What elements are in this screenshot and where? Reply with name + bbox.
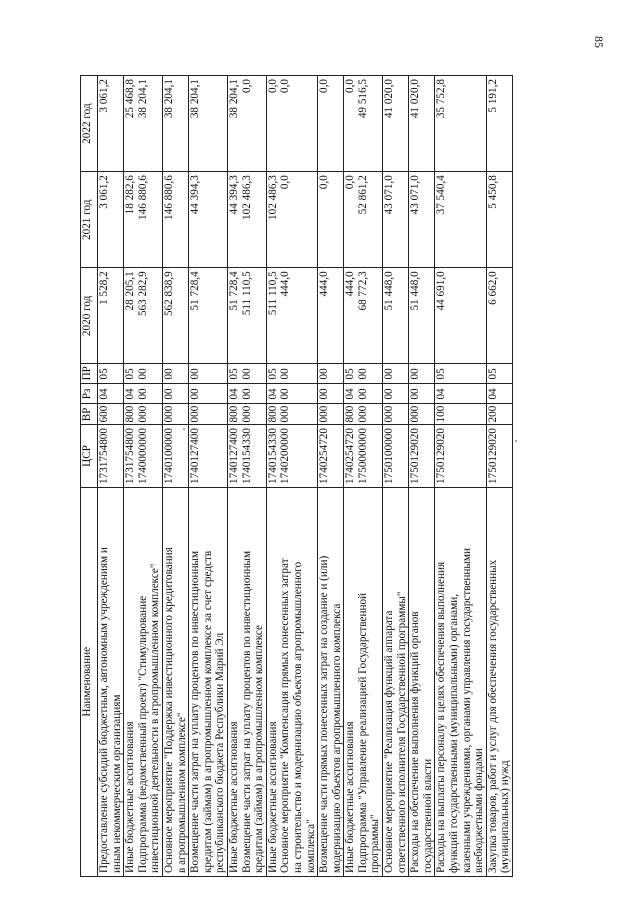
amount-2020-cell [409, 268, 435, 364]
pr-line: 05 [227, 368, 240, 380]
rz-line: 00 [136, 388, 149, 400]
vr-cell [266, 404, 317, 425]
table-row [383, 76, 409, 877]
name-cell [189, 487, 228, 876]
name-line: Предоставление субсидий бюджетным, автономным учреждениям и [98, 547, 110, 873]
csr-line: 1740127400 [227, 428, 240, 484]
table-row [344, 76, 383, 877]
amount-2022-cell [383, 76, 409, 172]
name-line: Возмещение части прямых понесенных затрат на создание и (или) [318, 555, 331, 873]
rz-cell [435, 384, 486, 404]
amount-2020-cell [383, 268, 409, 364]
amount-2021-line: 0,0 [279, 175, 292, 190]
amount-2021-line: 44 394,3 [189, 175, 202, 215]
name-line: иным некоммерческим организациям [110, 694, 123, 873]
header-csr: ЦСР [81, 425, 98, 487]
amount-2021-line: 52 861,2 [356, 175, 369, 215]
name-line: (муниципальных) нужд [499, 760, 512, 873]
table-body [98, 76, 513, 877]
pr-cell [344, 364, 383, 384]
pr-cell [266, 364, 317, 384]
vr-line: 000 [279, 405, 292, 423]
vr-cell [409, 404, 435, 425]
amount-2021-line: 18 282,6 [124, 175, 137, 215]
name-line: ответственного исполнителя Государственной программы" [395, 591, 408, 873]
amount-2021-cell [189, 172, 228, 268]
amount-2021-line: 146 880,6 [136, 175, 149, 220]
rz-cell [124, 384, 163, 404]
name-cell [227, 487, 266, 876]
pr-line: 00 [189, 368, 202, 380]
pr-line: 05 [124, 368, 137, 380]
amount-2020-line: 68 772,3 [356, 271, 369, 311]
csr-line: 1740000000 [136, 428, 149, 484]
vr-line: 800 [266, 405, 279, 423]
header-2022: 2022 год [81, 76, 98, 172]
amount-2021-line: 37 540,4 [435, 175, 448, 215]
name-line: Иные бюджетные ассигнования [266, 721, 279, 873]
amount-2020-cell [486, 268, 512, 364]
vr-cell [124, 404, 163, 425]
pr-line: 00 [409, 368, 422, 380]
amount-2022-cell [227, 76, 266, 172]
csr-line: 1731754800 [124, 428, 137, 484]
amount-2020-line: 51 728,4 [189, 271, 202, 311]
name-line: республиканского бюджета Республики Марий Эл [214, 632, 227, 873]
name-line: Возмещение части затрат на уплату процентов по инвестиционным [240, 550, 253, 873]
amount-2020-line: 562 838,9 [162, 271, 175, 317]
rz-cell [227, 384, 266, 404]
vr-line: 100 [435, 405, 448, 423]
pr-cell [486, 364, 512, 384]
amount-2022-cell [98, 76, 124, 172]
csr-cell [435, 425, 486, 487]
amount-2020-line: 511 110,5 [240, 271, 253, 316]
amount-2021-cell [344, 172, 383, 268]
rz-cell [318, 384, 344, 404]
name-line: Подпрограмма "Управление реализацией Государственной [356, 592, 369, 873]
vr-cell [318, 404, 344, 425]
rz-line: 04 [344, 388, 357, 400]
amount-2021-line: 44 394,3 [227, 175, 240, 215]
name-line: функций государственными (муниципальными) органами, [448, 593, 461, 873]
csr-line: 1740200000 [279, 428, 292, 484]
name-line: кредитам (займам) в агропромышленном комплексе за счет средств [201, 550, 214, 873]
table-row [227, 76, 266, 877]
pr-cell [189, 364, 228, 384]
amount-2020-cell [98, 268, 124, 364]
rz-line: 00 [189, 388, 202, 400]
csr-cell [98, 425, 124, 487]
budget-table-rotated [80, 75, 602, 877]
rz-line: 00 [356, 388, 369, 400]
vr-line: 200 [486, 405, 499, 423]
name-line: Основное мероприятие "Реализация функций аппарата [383, 610, 396, 873]
vr-cell [344, 404, 383, 425]
table-header-row [81, 76, 98, 877]
pr-line: 00 [383, 368, 396, 380]
header-name: Наименование [81, 487, 98, 876]
rz-line: 00 [409, 388, 422, 400]
name-line: программы" [369, 814, 382, 873]
amount-2020-line: 51 728,4 [227, 271, 240, 311]
amount-2020-cell [318, 268, 344, 364]
amount-2020-line: 511 110,5 [266, 271, 279, 316]
amount-2020-line: 51 448,0 [383, 271, 396, 311]
amount-2021-line: 102 486,3 [240, 175, 253, 220]
csr-cell [383, 425, 409, 487]
amount-2021-cell [318, 172, 344, 268]
amount-2020-cell [227, 268, 266, 364]
rz-line: 00 [162, 388, 175, 400]
amount-2020-line: 28 205,1 [124, 271, 137, 311]
rz-line: 04 [435, 388, 448, 400]
amount-2020-line: 444,0 [279, 271, 292, 297]
amount-2022-line: 41 020,0 [409, 79, 422, 119]
name-cell [486, 487, 512, 876]
csr-line: 1750100000 [383, 428, 396, 484]
csr-line: 1740127400 [189, 428, 202, 484]
amount-2022-cell [344, 76, 383, 172]
vr-line: 600 [98, 405, 110, 423]
table-row [266, 76, 317, 877]
amount-2021-line: 0,0 [318, 175, 331, 190]
vr-cell [435, 404, 486, 425]
amount-2022-line: 38 204,1 [162, 79, 175, 119]
vr-line: 000 [162, 405, 175, 423]
pr-cell [318, 364, 344, 384]
amount-2021-line: 0,0 [344, 175, 357, 190]
vr-cell [486, 404, 512, 425]
vr-cell [227, 404, 266, 425]
amount-2022-line: 35 752,8 [435, 79, 448, 119]
name-cell [409, 487, 435, 876]
rz-cell [189, 384, 228, 404]
amount-2022-line: 0,0 [344, 79, 357, 93]
csr-cell [124, 425, 163, 487]
pr-line: 05 [98, 368, 110, 380]
amount-2021-line: 43 071,0 [383, 175, 396, 215]
rz-cell [383, 384, 409, 404]
name-line: на строительство и модернизацию объектов агропромышленного [291, 561, 304, 873]
amount-2021-cell [409, 172, 435, 268]
rz-cell [162, 384, 188, 404]
amount-2021-cell [383, 172, 409, 268]
pr-cell [162, 364, 188, 384]
amount-2022-line: 0,0 [279, 79, 292, 93]
name-line: Основное мероприятие "Компенсация прямых понесенных затрат [279, 558, 292, 873]
rz-cell [486, 384, 512, 404]
pr-line: 05 [435, 368, 448, 380]
vr-cell [189, 404, 228, 425]
vr-line: 000 [356, 405, 369, 423]
amount-2020-line: 51 448,0 [409, 271, 422, 311]
amount-2022-cell [162, 76, 188, 172]
csr-line: 1740154330 [240, 428, 253, 484]
rz-line: 00 [279, 388, 292, 400]
rz-cell [266, 384, 317, 404]
pr-line: 00 [318, 368, 331, 380]
pr-cell [435, 364, 486, 384]
amount-2022-cell [124, 76, 163, 172]
name-line: Расходы на выплаты персоналу в целях обеспечения выполнения [435, 561, 448, 873]
amount-2021-line: 43 071,0 [409, 175, 422, 215]
csr-line: 1731754800 [98, 428, 110, 484]
csr-cell [189, 425, 228, 487]
rz-line: 04 [98, 388, 110, 400]
amount-2020-line: 44 691,0 [435, 271, 448, 311]
rz-line: 00 [240, 388, 253, 400]
amount-2022-line: 49 516,5 [356, 79, 369, 119]
name-line: в агропромышленном комплексе" [175, 712, 188, 873]
name-line: внебюджетными фондами [473, 748, 486, 873]
amount-2022-cell [318, 76, 344, 172]
amount-2020-cell [189, 268, 228, 364]
csr-line: 1750000000 [356, 428, 369, 484]
pr-line: 05 [486, 368, 499, 380]
amount-2022-line: 38 204,1 [227, 79, 240, 119]
amount-2020-line: 6 662,0 [486, 271, 499, 305]
pr-cell [227, 364, 266, 384]
budget-table [80, 75, 513, 877]
table-row [435, 76, 486, 877]
name-line: государственной власти [421, 758, 434, 873]
table-row [318, 76, 344, 877]
csr-cell [227, 425, 266, 487]
name-cell [98, 487, 124, 876]
table-row [189, 76, 228, 877]
rz-line: 00 [383, 388, 396, 400]
amount-2022-line: 3 061,2 [98, 79, 110, 113]
rz-cell [409, 384, 435, 404]
amount-2022-line: 0,0 [318, 79, 331, 93]
amount-2021-cell [486, 172, 512, 268]
amount-2021-cell [227, 172, 266, 268]
rz-line: 04 [227, 388, 240, 400]
pr-cell [383, 364, 409, 384]
amount-2020-line: 444,0 [344, 271, 357, 297]
csr-line: 1750129020 [435, 428, 448, 484]
name-cell [435, 487, 486, 876]
name-line: инвестиционной деятельности в агропромышленном комплексе" [149, 563, 162, 873]
amount-2022-line: 5 191,2 [486, 79, 499, 113]
amount-2022-cell [435, 76, 486, 172]
vr-cell [383, 404, 409, 425]
name-cell [266, 487, 317, 876]
csr-cell [266, 425, 317, 487]
vr-line: 800 [344, 405, 357, 423]
csr-cell [409, 425, 435, 487]
amount-2020-cell [124, 268, 163, 364]
table-row [162, 76, 188, 877]
table-row [486, 76, 512, 877]
name-cell [318, 487, 344, 876]
vr-line: 800 [227, 405, 240, 423]
amount-2020-cell [435, 268, 486, 364]
csr-cell [318, 425, 344, 487]
pr-line: 00 [240, 368, 253, 380]
csr-line: 1750129020 [486, 428, 499, 484]
name-line: Подпрограмма (ведомственный проект) "Стимулирование [136, 595, 149, 873]
name-cell [124, 487, 163, 876]
header-2020: 2020 год [81, 268, 98, 364]
vr-line: 000 [136, 405, 149, 423]
name-cell [344, 487, 383, 876]
pr-line: 00 [356, 368, 369, 380]
vr-line: 800 [124, 405, 137, 423]
amount-2021-cell [266, 172, 317, 268]
csr-cell [486, 425, 512, 487]
rz-line: 04 [486, 388, 499, 400]
csr-cell [344, 425, 383, 487]
name-line: Расходы на обеспечение выполнения функций органов [409, 611, 422, 873]
table-row [98, 76, 124, 877]
amount-2022-line: 0,0 [240, 79, 253, 93]
name-line: Закупка товаров, работ и услуг для обеспечения государственных [486, 559, 499, 873]
name-line: Иные бюджетные ассигнования [227, 721, 240, 873]
rz-line: 04 [124, 388, 137, 400]
pr-cell [409, 364, 435, 384]
name-line: Иные бюджетные ассигнования [124, 721, 137, 873]
csr-line: 1750129020 [409, 428, 422, 484]
pr-line: 00 [279, 368, 292, 380]
vr-line: 000 [409, 405, 422, 423]
amount-2020-line: 444,0 [318, 271, 331, 297]
amount-2021-line: 5 450,8 [486, 175, 499, 209]
name-line: модернизацию объектов агропромышленного комплекса [330, 603, 343, 873]
header-vr: ВР [81, 404, 98, 425]
csr-line: 1740254720 [344, 428, 357, 484]
amount-2022-line: 25 468,8 [124, 79, 137, 119]
amount-2020-line: 1 528,2 [98, 271, 110, 305]
amount-2022-line: 38 204,1 [136, 79, 149, 119]
pr-cell [98, 364, 124, 384]
amount-2021-line: 3 061,2 [98, 175, 110, 209]
amount-2020-cell [266, 268, 317, 364]
rz-line: 04 [266, 388, 279, 400]
vr-line: 000 [318, 405, 331, 423]
csr-line: 1740154330 [266, 428, 279, 484]
vr-line: 000 [240, 405, 253, 423]
amount-2020-cell [344, 268, 383, 364]
rz-cell [344, 384, 383, 404]
amount-2022-cell [486, 76, 512, 172]
name-cell [162, 487, 188, 876]
name-line: Иные бюджетные ассигнования [344, 721, 357, 873]
amount-2021-cell [98, 172, 124, 268]
vr-line: 000 [383, 405, 396, 423]
page-number: 85 [592, 36, 606, 48]
name-cell [383, 487, 409, 876]
pr-line: 05 [344, 368, 357, 380]
name-line: комплекса" [304, 819, 317, 873]
amount-2022-cell [266, 76, 317, 172]
header-rz: Рз [81, 384, 98, 404]
vr-cell [98, 404, 124, 425]
name-line: Основное мероприятие "Поддержка инвестиционного кредитования [162, 547, 175, 873]
amount-2022-cell [409, 76, 435, 172]
amount-2021-cell [435, 172, 486, 268]
amount-2021-line: 102 486,3 [266, 175, 279, 220]
header-pr: ПР [81, 364, 98, 384]
vr-line: 000 [189, 405, 202, 423]
csr-line: 1740100000 [162, 428, 175, 484]
name-line: казенными учреждениями, органами управления государственными [460, 548, 473, 873]
amount-2020-line: 563 282,9 [136, 271, 149, 317]
pr-line: 00 [162, 368, 175, 380]
vr-cell [162, 404, 188, 425]
amount-2021-cell [124, 172, 163, 268]
amount-2021-line: 146 880,6 [162, 175, 175, 220]
amount-2022-line: 38 204,1 [189, 79, 202, 119]
name-line: кредитам (займам) в агропромышленном комплексе [253, 625, 266, 873]
csr-line: 1740254720 [318, 428, 331, 484]
header-2021: 2021 год [81, 172, 98, 268]
table-row [124, 76, 163, 877]
rz-line: 00 [318, 388, 331, 400]
table-row [409, 76, 435, 877]
amount-2021-cell [162, 172, 188, 268]
pr-cell [124, 364, 163, 384]
pr-line: 05 [266, 368, 279, 380]
amount-2022-cell [189, 76, 228, 172]
csr-cell [162, 425, 188, 487]
rz-cell [98, 384, 124, 404]
name-line: Возмещение части затрат на уплату процентов по инвестиционным [189, 550, 202, 873]
amount-2022-line: 41 020,0 [383, 79, 396, 119]
amount-2022-line: 0,0 [266, 79, 279, 93]
pr-line: 00 [136, 368, 149, 380]
amount-2020-cell [162, 268, 188, 364]
